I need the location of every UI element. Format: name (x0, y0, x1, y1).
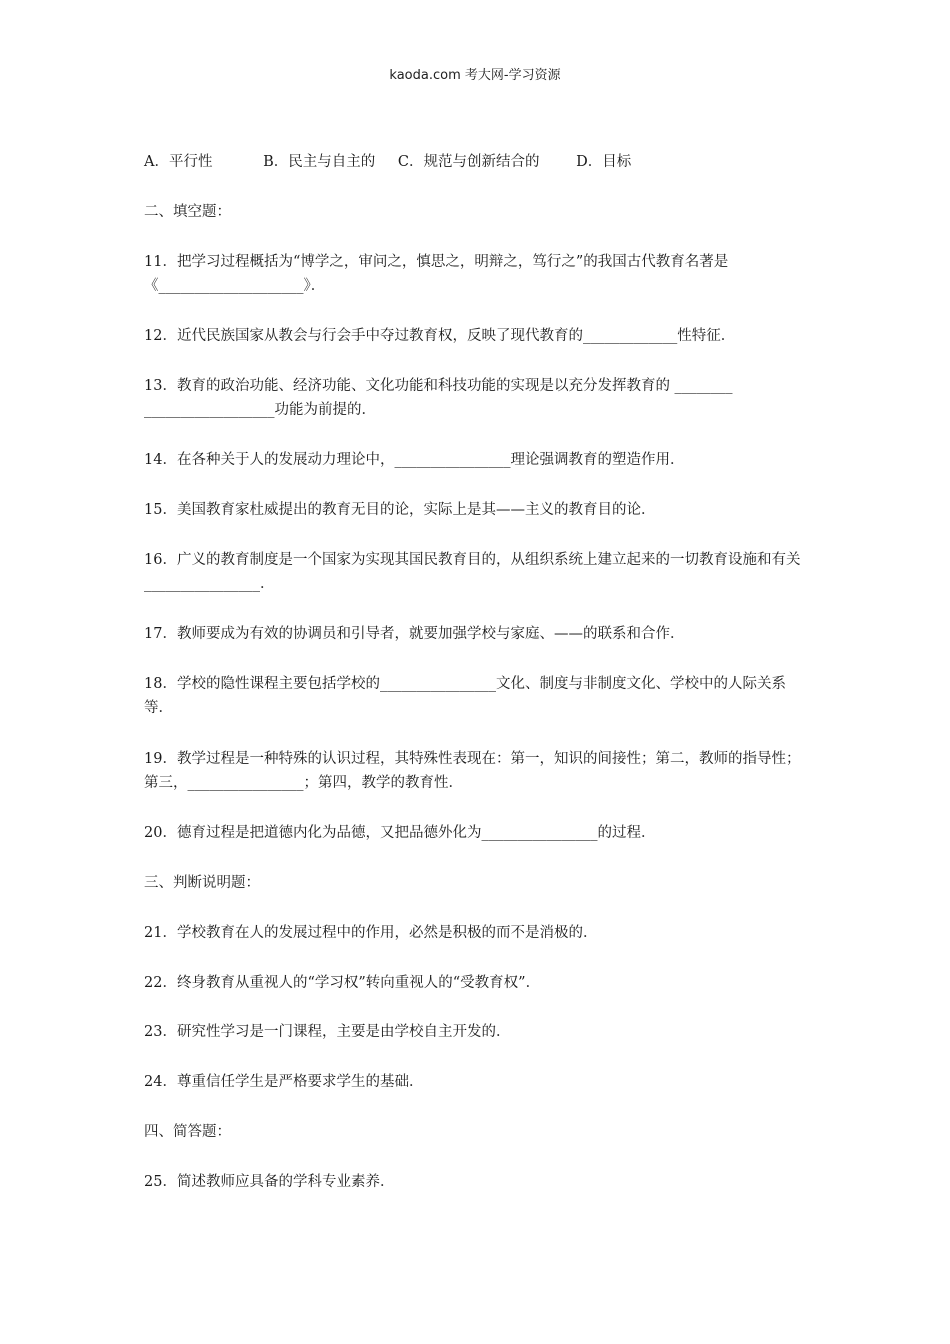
question-15: 15．美国教育家杜威提出的教育无目的论，实际上是其——主义的教育目的论． (144, 502, 656, 518)
question-12: 12．近代民族国家从教会与行会手中夺过教育权，反映了现代教育的_____________性特征． (144, 328, 736, 344)
question-25: 25．简述教师应具备的学科专业素养． (144, 1174, 395, 1190)
question-16: 16．广义的教育制度是一个国家为实现其国民教育目的，从组织系统上建立起来的一切教育设施和有关________________． (144, 552, 801, 592)
question-14: 14．在各种关于人的发展动力理论中，________________理论强调教育的塑造作用． (144, 452, 685, 468)
option-d: D．目标 (576, 154, 632, 170)
question-24: 24．尊重信任学生是严格要求学生的基础． (144, 1074, 424, 1090)
section-judge: 三、判断说明题： (144, 875, 260, 891)
question-19: 19．教学过程是一种特殊的认识过程，其特殊性表现在：第一，知识的间接性；第二，教师的指导性；第三，________________；第四，教学的教育性． (144, 751, 801, 791)
section-short-answer: 四、简答题： (144, 1124, 231, 1140)
question-20: 20．德育过程是把道德内化为品德，又把品德外化为________________的过程． (144, 825, 656, 841)
question-21: 21．学校教育在人的发展过程中的作用，必然是积极的而不是消极的． (144, 925, 598, 941)
question-22: 22．终身教育从重视人的“学习权”转向重视人的“受教育权”． (144, 975, 541, 991)
option-c: C．规范与创新结合的 (397, 154, 540, 170)
option-a: A．平行性 (144, 154, 213, 170)
options-line (144, 150, 631, 174)
question-18: 18．学校的隐性课程主要包括学校的________________文化、制度与非制度文化、学校中的人际关系等． (144, 676, 786, 716)
question-11: 11．把学习过程概括为“博学之，审问之，慎思之，明辩之，笃行之”的我国古代教育名著是《____________________》． (144, 254, 729, 294)
page-header: kaoda.com 考大网-学习资源 (389, 68, 561, 83)
question-17: 17．教师要成为有效的协调员和引导者，就要加强学校与家庭、——的联系和合作． (144, 626, 685, 642)
option-b: B．民主与自主的 (263, 154, 376, 170)
question-13: 13．教育的政治功能、经济功能、文化功能和科技功能的实现是以充分发挥教育的 ________ __________________功能为前提的． (144, 378, 733, 418)
question-23: 23．研究性学习是一门课程，主要是由学校自主开发的． (144, 1024, 511, 1040)
section-fill-blank: 二、填空题： (144, 204, 231, 220)
